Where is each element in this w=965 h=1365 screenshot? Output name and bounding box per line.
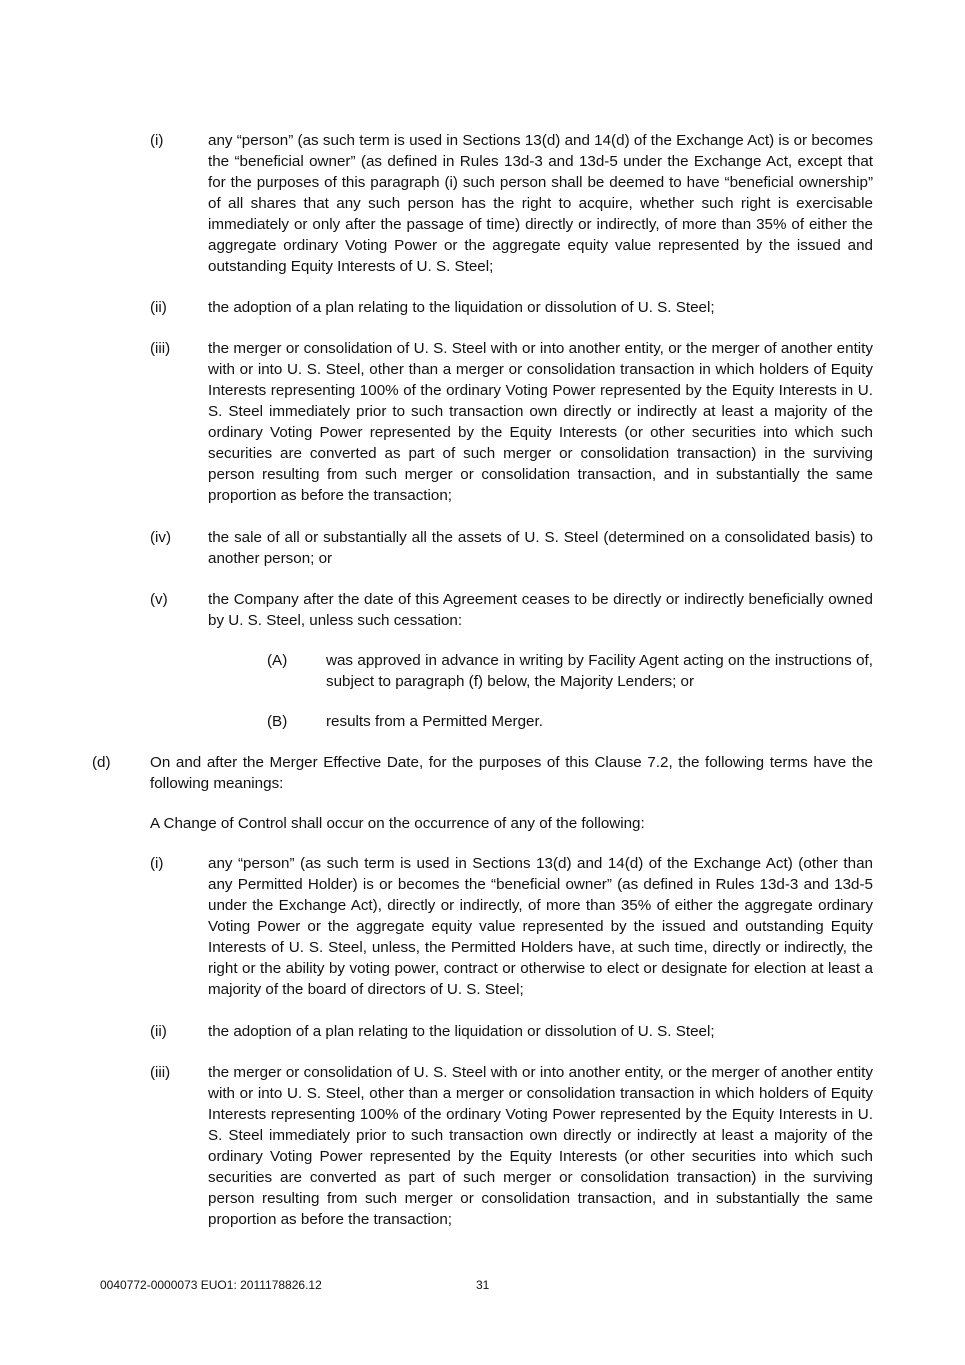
clause-number: (i) (150, 855, 164, 872)
clause-number: (iii) (150, 340, 171, 357)
clause-text: any “person” (as such term is used in Sections 13(d) and 14(d) of the Exchange Act) is or becomes the “beneficial owner” (as defined in Rules 13d-3 and 13d-5 under the Exchange Act, except that for the purposes of this paragraph (i) such person shall be deemed to have “beneficial ownership” of all shares that any such person has the right to acquire, whether such right is exercisable immediately or only after the passage of time) directly or indirectly, of more than 35% of either the aggregate ordinary Voting Power or the aggregate equity value represented by the issued and outstanding Equity Interests of U. S. Steel; (208, 132, 873, 275)
clause-text: any “person” (as such term is used in Sections 13(d) and 14(d) of the Exchange Act) (other than any Permitted Holder) is or becomes the “beneficial owner” (as defined in Rules 13d-3 and 13d-5 under the Exchange Act), directly or indirectly, of more than 35% of either the aggregate ordinary Voting Power or the aggregate equity value represented by the issued and outstanding Equity Interests of U. S. Steel, unless, the Permitted Holders have, at such time, directly or indirectly, the right or the ability by voting power, contract or otherwise to elect or designate for election at least a majority of the board of directors of U. S. Steel; (208, 855, 873, 998)
clause-text: the sale of all or substantially all the assets of U. S. Steel (determined on a consolidated basis) to another person; or (208, 529, 873, 567)
subclause-text: results from a Permitted Merger. (326, 713, 543, 730)
subclause-text: was approved in advance in writing by Facility Agent acting on the instructions of, subject to paragraph (f) below, the Majority Lenders; or (326, 652, 873, 690)
clause-number: (ii) (150, 299, 167, 316)
document-reference: 0040772-0000073 EUO1: 2011178826.12 (100, 1278, 322, 1292)
clause-number: (i) (150, 132, 164, 149)
clause-text: the adoption of a plan relating to the liquidation or dissolution of U. S. Steel; (208, 299, 715, 316)
clause-number: (ii) (150, 1023, 167, 1040)
section-intro: On and after the Merger Effective Date, for the purposes of this Clause 7.2, the following terms have the following meanings: (150, 754, 873, 792)
section-number: (d) (92, 754, 111, 771)
clause-text: the adoption of a plan relating to the liquidation or dissolution of U. S. Steel; (208, 1023, 715, 1040)
subclause-number: (A) (267, 652, 288, 669)
page-number: 31 (476, 1278, 490, 1292)
section-lead: A Change of Control shall occur on the occurrence of any of the following: (150, 815, 645, 832)
clause-text: the Company after the date of this Agreement ceases to be directly or indirectly beneficially owned by U. S. Steel, unless such cessation: (208, 591, 873, 629)
clause-text: the merger or consolidation of U. S. Steel with or into another entity, or the merger of another entity with or into U. S. Steel, other than a merger or consolidation transaction in which holders of Equity Interests representing 100% of the ordinary Voting Power represented by the Equity Interests in U. S. Steel immediately prior to such transaction own directly or indirectly at least a majority of the ordinary Voting Power represented by the Equity Interests (or other securities into which such securities are converted as part of such merger or consolidation transaction) in the surviving person resulting from such merger or consolidation transaction, and in substantially the same proportion as before the transaction; (208, 340, 873, 504)
clause-text: the merger or consolidation of U. S. Steel with or into another entity, or the merger of another entity with or into U. S. Steel, other than a merger or consolidation transaction in which holders of Equity Interests representing 100% of the ordinary Voting Power represented by the Equity Interests in U. S. Steel immediately prior to such transaction own directly or indirectly at least a majority of the ordinary Voting Power represented by the Equity Interests (or other securities into which such securities are converted as part of such merger or consolidation transaction) in the surviving person resulting from such merger or consolidation transaction, and in substantially the same proportion as before the transaction; (208, 1064, 873, 1228)
subclause-number: (B) (267, 713, 288, 730)
clause-number: (v) (150, 591, 168, 608)
clause-number: (iii) (150, 1064, 171, 1081)
clause-number: (iv) (150, 529, 172, 546)
